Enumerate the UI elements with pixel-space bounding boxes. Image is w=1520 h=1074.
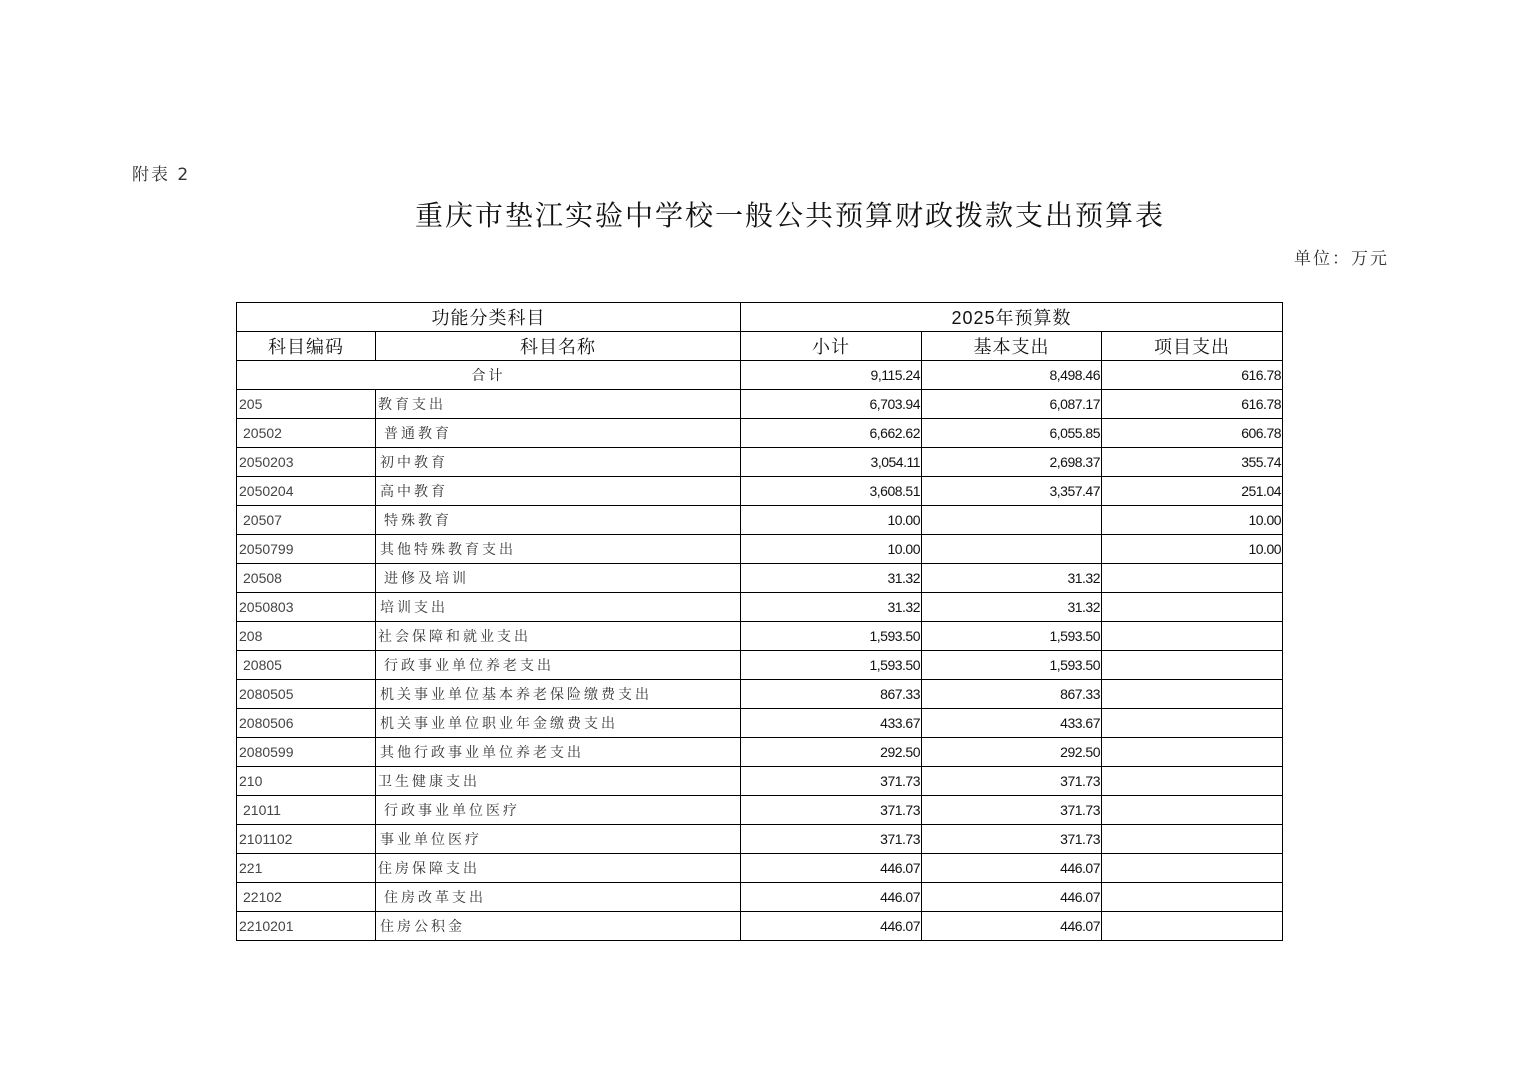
table-row: [237, 564, 1283, 593]
subject-name: 行政事业单位医疗: [376, 796, 741, 825]
total-label: 合计: [237, 361, 741, 390]
project-value: [1102, 912, 1283, 941]
basic-value: 446.07: [922, 854, 1102, 883]
group-header-row: [237, 303, 1283, 332]
subject-name: 普通教育: [376, 419, 741, 448]
subject-code: 2210201: [237, 912, 376, 941]
subtotal-value: 1,593.50: [741, 622, 922, 651]
project-value: [1102, 564, 1283, 593]
table-row: [237, 535, 1283, 564]
subject-name: 事业单位医疗: [376, 825, 741, 854]
basic-value: [922, 535, 1102, 564]
subtotal-value: 10.00: [741, 506, 922, 535]
basic-value: 2,698.37: [922, 448, 1102, 477]
subtotal-value: 3,054.11: [741, 448, 922, 477]
subject-name: 卫生健康支出: [376, 767, 741, 796]
subject-code: 205: [237, 390, 376, 419]
subject-code: 210: [237, 767, 376, 796]
subject-code: 2101102: [237, 825, 376, 854]
basic-value: 446.07: [922, 912, 1102, 941]
budget-table: [236, 302, 1283, 941]
table-row: [237, 448, 1283, 477]
subject-name: 机关事业单位职业年金缴费支出: [376, 709, 741, 738]
basic-value: 1,593.50: [922, 651, 1102, 680]
project-value: [1102, 825, 1283, 854]
table-row: [237, 622, 1283, 651]
basic-column-header: 基本支出: [922, 332, 1102, 361]
basic-value: 292.50: [922, 738, 1102, 767]
basic-value: 371.73: [922, 825, 1102, 854]
subject-code: 2050803: [237, 593, 376, 622]
subtotal-value: 3,608.51: [741, 477, 922, 506]
table-row: [237, 767, 1283, 796]
subtotal-value: 1,593.50: [741, 651, 922, 680]
project-column-header: 项目支出: [1102, 332, 1283, 361]
project-value: [1102, 709, 1283, 738]
project-value: [1102, 767, 1283, 796]
total-basic: 8,498.46: [922, 361, 1102, 390]
attachment-label: 附表 2: [132, 165, 191, 185]
subtotal-value: 6,703.94: [741, 390, 922, 419]
subject-name: 初中教育: [376, 448, 741, 477]
basic-value: 867.33: [922, 680, 1102, 709]
subject-name: 其他特殊教育支出: [376, 535, 741, 564]
unit-label: 单位：万元: [1294, 249, 1389, 269]
table-row: [237, 796, 1283, 825]
subject-name: 住房公积金: [376, 912, 741, 941]
basic-value: 3,357.47: [922, 477, 1102, 506]
total-subtotal: 9,115.24: [741, 361, 922, 390]
table-row: [237, 419, 1283, 448]
total-project: 616.78: [1102, 361, 1283, 390]
subject-code: 20502: [237, 419, 376, 448]
code-column-header: 科目编码: [237, 332, 376, 361]
subject-code: 2050799: [237, 535, 376, 564]
subject-code: 2080599: [237, 738, 376, 767]
project-value: [1102, 883, 1283, 912]
project-value: [1102, 680, 1283, 709]
project-value: 10.00: [1102, 535, 1283, 564]
subtotal-value: 31.32: [741, 593, 922, 622]
subject-name: 进修及培训: [376, 564, 741, 593]
table-row: [237, 854, 1283, 883]
subject-code: 20508: [237, 564, 376, 593]
budget-table-body: [237, 361, 1283, 941]
table-row: [237, 680, 1283, 709]
project-value: [1102, 854, 1283, 883]
table-row: [237, 709, 1283, 738]
basic-value: 446.07: [922, 883, 1102, 912]
subtotal-value: 371.73: [741, 796, 922, 825]
subject-name: 社会保障和就业支出: [376, 622, 741, 651]
total-row: [237, 361, 1283, 390]
subject-name: 特殊教育: [376, 506, 741, 535]
project-value: [1102, 738, 1283, 767]
subject-code: 2080505: [237, 680, 376, 709]
subject-code: 20507: [237, 506, 376, 535]
subtotal-value: 6,662.62: [741, 419, 922, 448]
page-title: 重庆市垫江实验中学校一般公共预算财政拨款支出预算表: [414, 199, 1165, 232]
table-row: [237, 506, 1283, 535]
subject-code: 2050203: [237, 448, 376, 477]
basic-value: 371.73: [922, 796, 1102, 825]
project-value: [1102, 651, 1283, 680]
subtotal-value: 446.07: [741, 854, 922, 883]
subject-name: 高中教育: [376, 477, 741, 506]
subject-code: 2050204: [237, 477, 376, 506]
subtotal-value: 371.73: [741, 767, 922, 796]
subject-name: 住房保障支出: [376, 854, 741, 883]
subtotal-value: 371.73: [741, 825, 922, 854]
subtotal-column-header: 小计: [741, 332, 922, 361]
basic-value: 31.32: [922, 564, 1102, 593]
project-value: 606.78: [1102, 419, 1283, 448]
basic-value: 433.67: [922, 709, 1102, 738]
basic-value: [922, 506, 1102, 535]
subject-name: 机关事业单位基本养老保险缴费支出: [376, 680, 741, 709]
subject-code: 20805: [237, 651, 376, 680]
basic-value: 6,055.85: [922, 419, 1102, 448]
subtotal-value: 10.00: [741, 535, 922, 564]
subject-code: 21011: [237, 796, 376, 825]
functional-group-header: 功能分类科目: [237, 303, 741, 332]
project-value: [1102, 593, 1283, 622]
project-value: 616.78: [1102, 390, 1283, 419]
budget-group-header: 2025年预算数: [741, 303, 1283, 332]
subject-code: 22102: [237, 883, 376, 912]
basic-value: 371.73: [922, 767, 1102, 796]
name-column-header: 科目名称: [376, 332, 741, 361]
table-row: [237, 390, 1283, 419]
basic-value: 6,087.17: [922, 390, 1102, 419]
table-row: [237, 883, 1283, 912]
basic-value: 1,593.50: [922, 622, 1102, 651]
table-row: [237, 593, 1283, 622]
table-row: [237, 912, 1283, 941]
project-value: [1102, 796, 1283, 825]
subject-name: 行政事业单位养老支出: [376, 651, 741, 680]
project-value: 355.74: [1102, 448, 1283, 477]
subject-name: 其他行政事业单位养老支出: [376, 738, 741, 767]
subtotal-value: 433.67: [741, 709, 922, 738]
project-value: [1102, 622, 1283, 651]
table-row: [237, 825, 1283, 854]
subtotal-value: 292.50: [741, 738, 922, 767]
subtotal-value: 446.07: [741, 912, 922, 941]
subtotal-value: 446.07: [741, 883, 922, 912]
subject-name: 住房改革支出: [376, 883, 741, 912]
subject-name: 教育支出: [376, 390, 741, 419]
table-row: [237, 738, 1283, 767]
subject-code: 2080506: [237, 709, 376, 738]
table-row: [237, 651, 1283, 680]
subject-code: 221: [237, 854, 376, 883]
subject-name: 培训支出: [376, 593, 741, 622]
subtotal-value: 31.32: [741, 564, 922, 593]
table-row: [237, 477, 1283, 506]
column-header-row: [237, 332, 1283, 361]
basic-value: 31.32: [922, 593, 1102, 622]
subtotal-value: 867.33: [741, 680, 922, 709]
project-value: 10.00: [1102, 506, 1283, 535]
subject-code: 208: [237, 622, 376, 651]
project-value: 251.04: [1102, 477, 1283, 506]
